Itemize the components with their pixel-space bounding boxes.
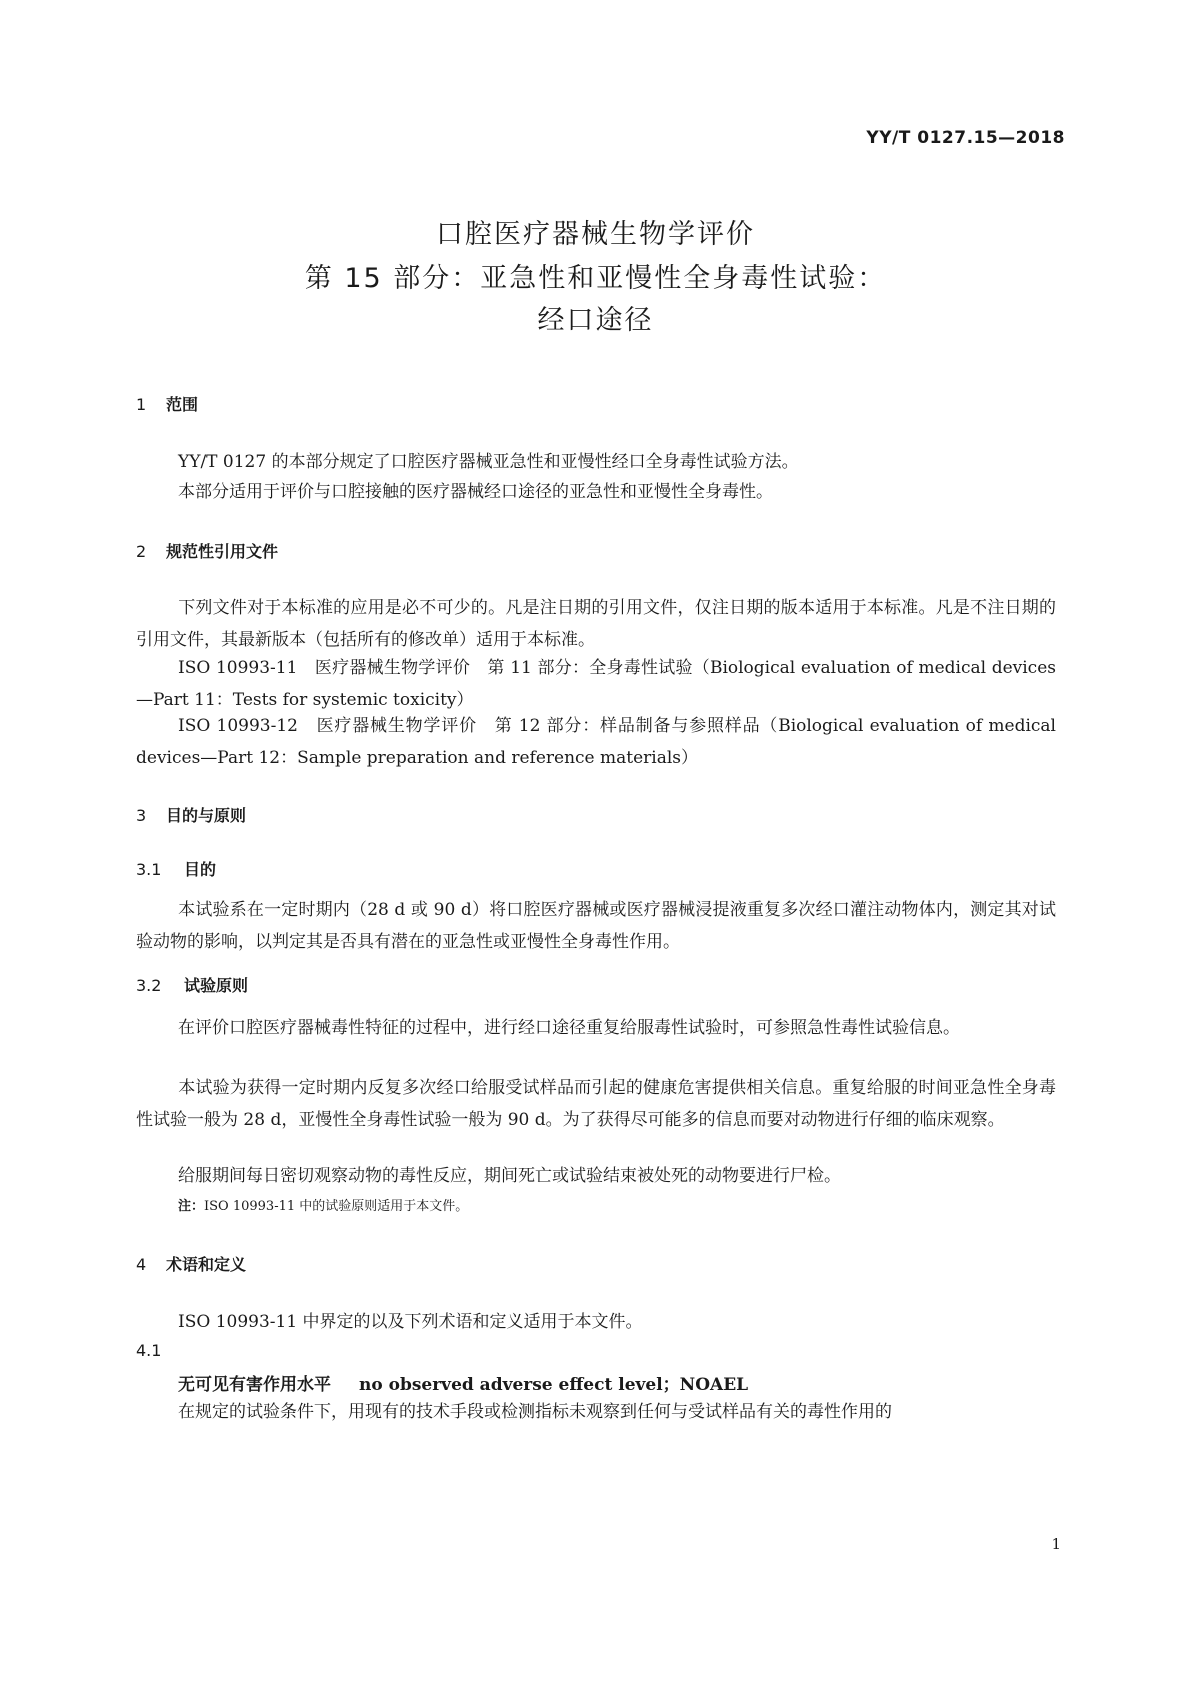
document-title-line-1: 口腔医疗器械生物学评价 xyxy=(436,219,755,250)
section-2-reference-1 xyxy=(136,652,1056,716)
section-3-2-heading xyxy=(136,973,248,996)
section-4-heading xyxy=(136,1252,246,1275)
paragraph-text: ISO 10993-11 中界定的以及下列术语和定义适用于本文件。 xyxy=(178,1312,643,1332)
section-title: 目的 xyxy=(184,860,217,879)
note-text: ISO 10993-11 中的试验原则适用于本文件。 xyxy=(204,1199,469,1214)
paragraph-text: ISO 10993-11 医疗器械生物学评价 第 11 部分：全身毒性试验（Biological evaluation of medical devices—Part 11：Tests for systemic toxicity） xyxy=(136,658,1056,710)
paragraph-text: YY/T 0127 的本部分规定了口腔医疗器械亚急性和亚慢性经口全身毒性试验方法。 xyxy=(178,452,799,472)
section-number: 1 xyxy=(136,395,147,414)
paragraph-text: 本试验为获得一定时期内反复多次经口给服受试样品而引起的健康危害提供相关信息。重复给服的时间亚急性全身毒性试验一般为 28 d，亚慢性全身毒性试验一般为 90 d。为了获得尽可能多的信息而要对动物进行仔细的临床观察。 xyxy=(136,1078,1056,1130)
paragraph-text: ISO 10993-12 医疗器械生物学评价 第 12 部分：样品制备与参照样品（Biological evaluation of medical devices—Part 12：Sample preparation and reference materials） xyxy=(136,716,1056,768)
standard-code: YY/T 0127.15—2018 xyxy=(866,128,1065,148)
section-title: 范围 xyxy=(166,395,199,414)
section-4-1-definition xyxy=(136,1396,1056,1428)
section-3-2-note xyxy=(178,1195,468,1214)
section-3-1-heading xyxy=(136,857,216,880)
section-number: 3.1 xyxy=(136,860,162,879)
section-2-paragraph-1 xyxy=(136,592,1056,656)
term-english: no observed adverse effect level；NOAEL xyxy=(359,1375,749,1395)
paragraph-text: 在规定的试验条件下，用现有的技术手段或检测指标未观察到任何与受试样品有关的毒性作用的 xyxy=(178,1402,892,1422)
section-3-1-paragraph-1 xyxy=(136,894,1056,958)
section-4-paragraph-1 xyxy=(136,1306,1056,1338)
section-title: 术语和定义 xyxy=(166,1255,247,1274)
section-title: 试验原则 xyxy=(184,976,249,995)
section-1-paragraph-2 xyxy=(136,476,1056,508)
paragraph-text: 本试验系在一定时期内（28 d 或 90 d）将口腔医疗器械或医疗器械浸提液重复多次经口灌注动物体内，测定其对试验动物的影响，以判定其是否具有潜在的亚急性或亚慢性全身毒性作用。 xyxy=(136,900,1056,952)
section-number: 2 xyxy=(136,542,147,561)
section-4-1-number: 4.1 xyxy=(136,1341,162,1360)
section-2-reference-2 xyxy=(136,710,1056,774)
document-title-line-3: 经口途径 xyxy=(537,305,654,336)
section-title: 规范性引用文件 xyxy=(166,542,279,561)
paragraph-text: 本部分适用于评价与口腔接触的医疗器械经口途径的亚急性和亚慢性全身毒性。 xyxy=(178,482,773,502)
paragraph-text: 在评价口腔医疗器械毒性特征的过程中，进行经口途径重复给服毒性试验时，可参照急性毒性试验信息。 xyxy=(178,1018,960,1038)
term-4-1 xyxy=(178,1370,748,1395)
page-number: 1 xyxy=(1051,1535,1061,1553)
paragraph-text: 给服期间每日密切观察动物的毒性反应，期间死亡或试验结束被处死的动物要进行尸检。 xyxy=(178,1166,841,1186)
section-title: 目的与原则 xyxy=(166,806,247,825)
note-label: 注： xyxy=(178,1199,205,1214)
section-3-2-paragraph-1 xyxy=(136,1012,1056,1044)
section-3-2-paragraph-2 xyxy=(136,1072,1056,1136)
section-number: 3 xyxy=(136,806,147,825)
section-3-heading xyxy=(136,803,246,826)
section-number: 4 xyxy=(136,1255,147,1274)
term-chinese: 无可见有害作用水平 xyxy=(178,1375,331,1395)
section-1-heading xyxy=(136,392,198,415)
section-3-2-paragraph-3 xyxy=(136,1160,1056,1192)
section-1-paragraph-1 xyxy=(136,446,1056,478)
paragraph-text: 下列文件对于本标准的应用是必不可少的。凡是注日期的引用文件，仅注日期的版本适用于本标准。凡是不注日期的引用文件，其最新版本（包括所有的修改单）适用于本标准。 xyxy=(136,598,1056,650)
section-2-heading xyxy=(136,539,278,562)
document-title-line-2: 第 15 部分：亚急性和亚慢性全身毒性试验： xyxy=(304,263,887,294)
section-number: 3.2 xyxy=(136,976,162,995)
